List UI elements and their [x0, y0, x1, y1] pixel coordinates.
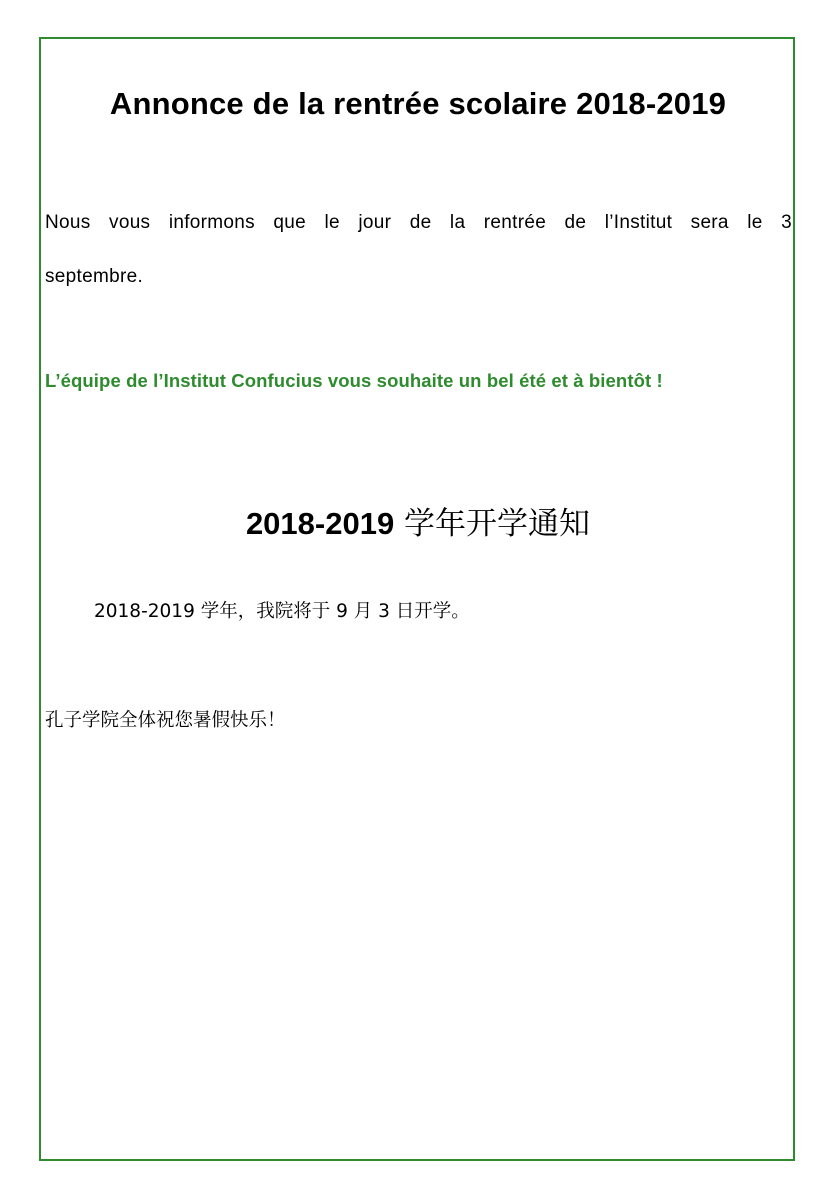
chinese-announcement-text: 2018-2019 学年，我院将于 9 月 3 日开学。	[94, 601, 470, 622]
chinese-farewell-message: 孔子学院全体祝您暑假快乐！	[45, 710, 286, 731]
chinese-title-year: 2018-2019	[245, 506, 395, 541]
chinese-title-text: 学年开学通知	[404, 506, 591, 542]
chinese-title	[0, 504, 836, 544]
french-title: Annonce de la rentrée scolaire 2018-2019	[109, 86, 727, 121]
french-announcement-text: Nous vous informons que le jour de la rentrée de l’Institut sera le 3 septembre.	[45, 212, 792, 287]
french-farewell-message: L’équipe de l’Institut Confucius vous souhaite un bel été et à bientôt !	[45, 370, 663, 391]
